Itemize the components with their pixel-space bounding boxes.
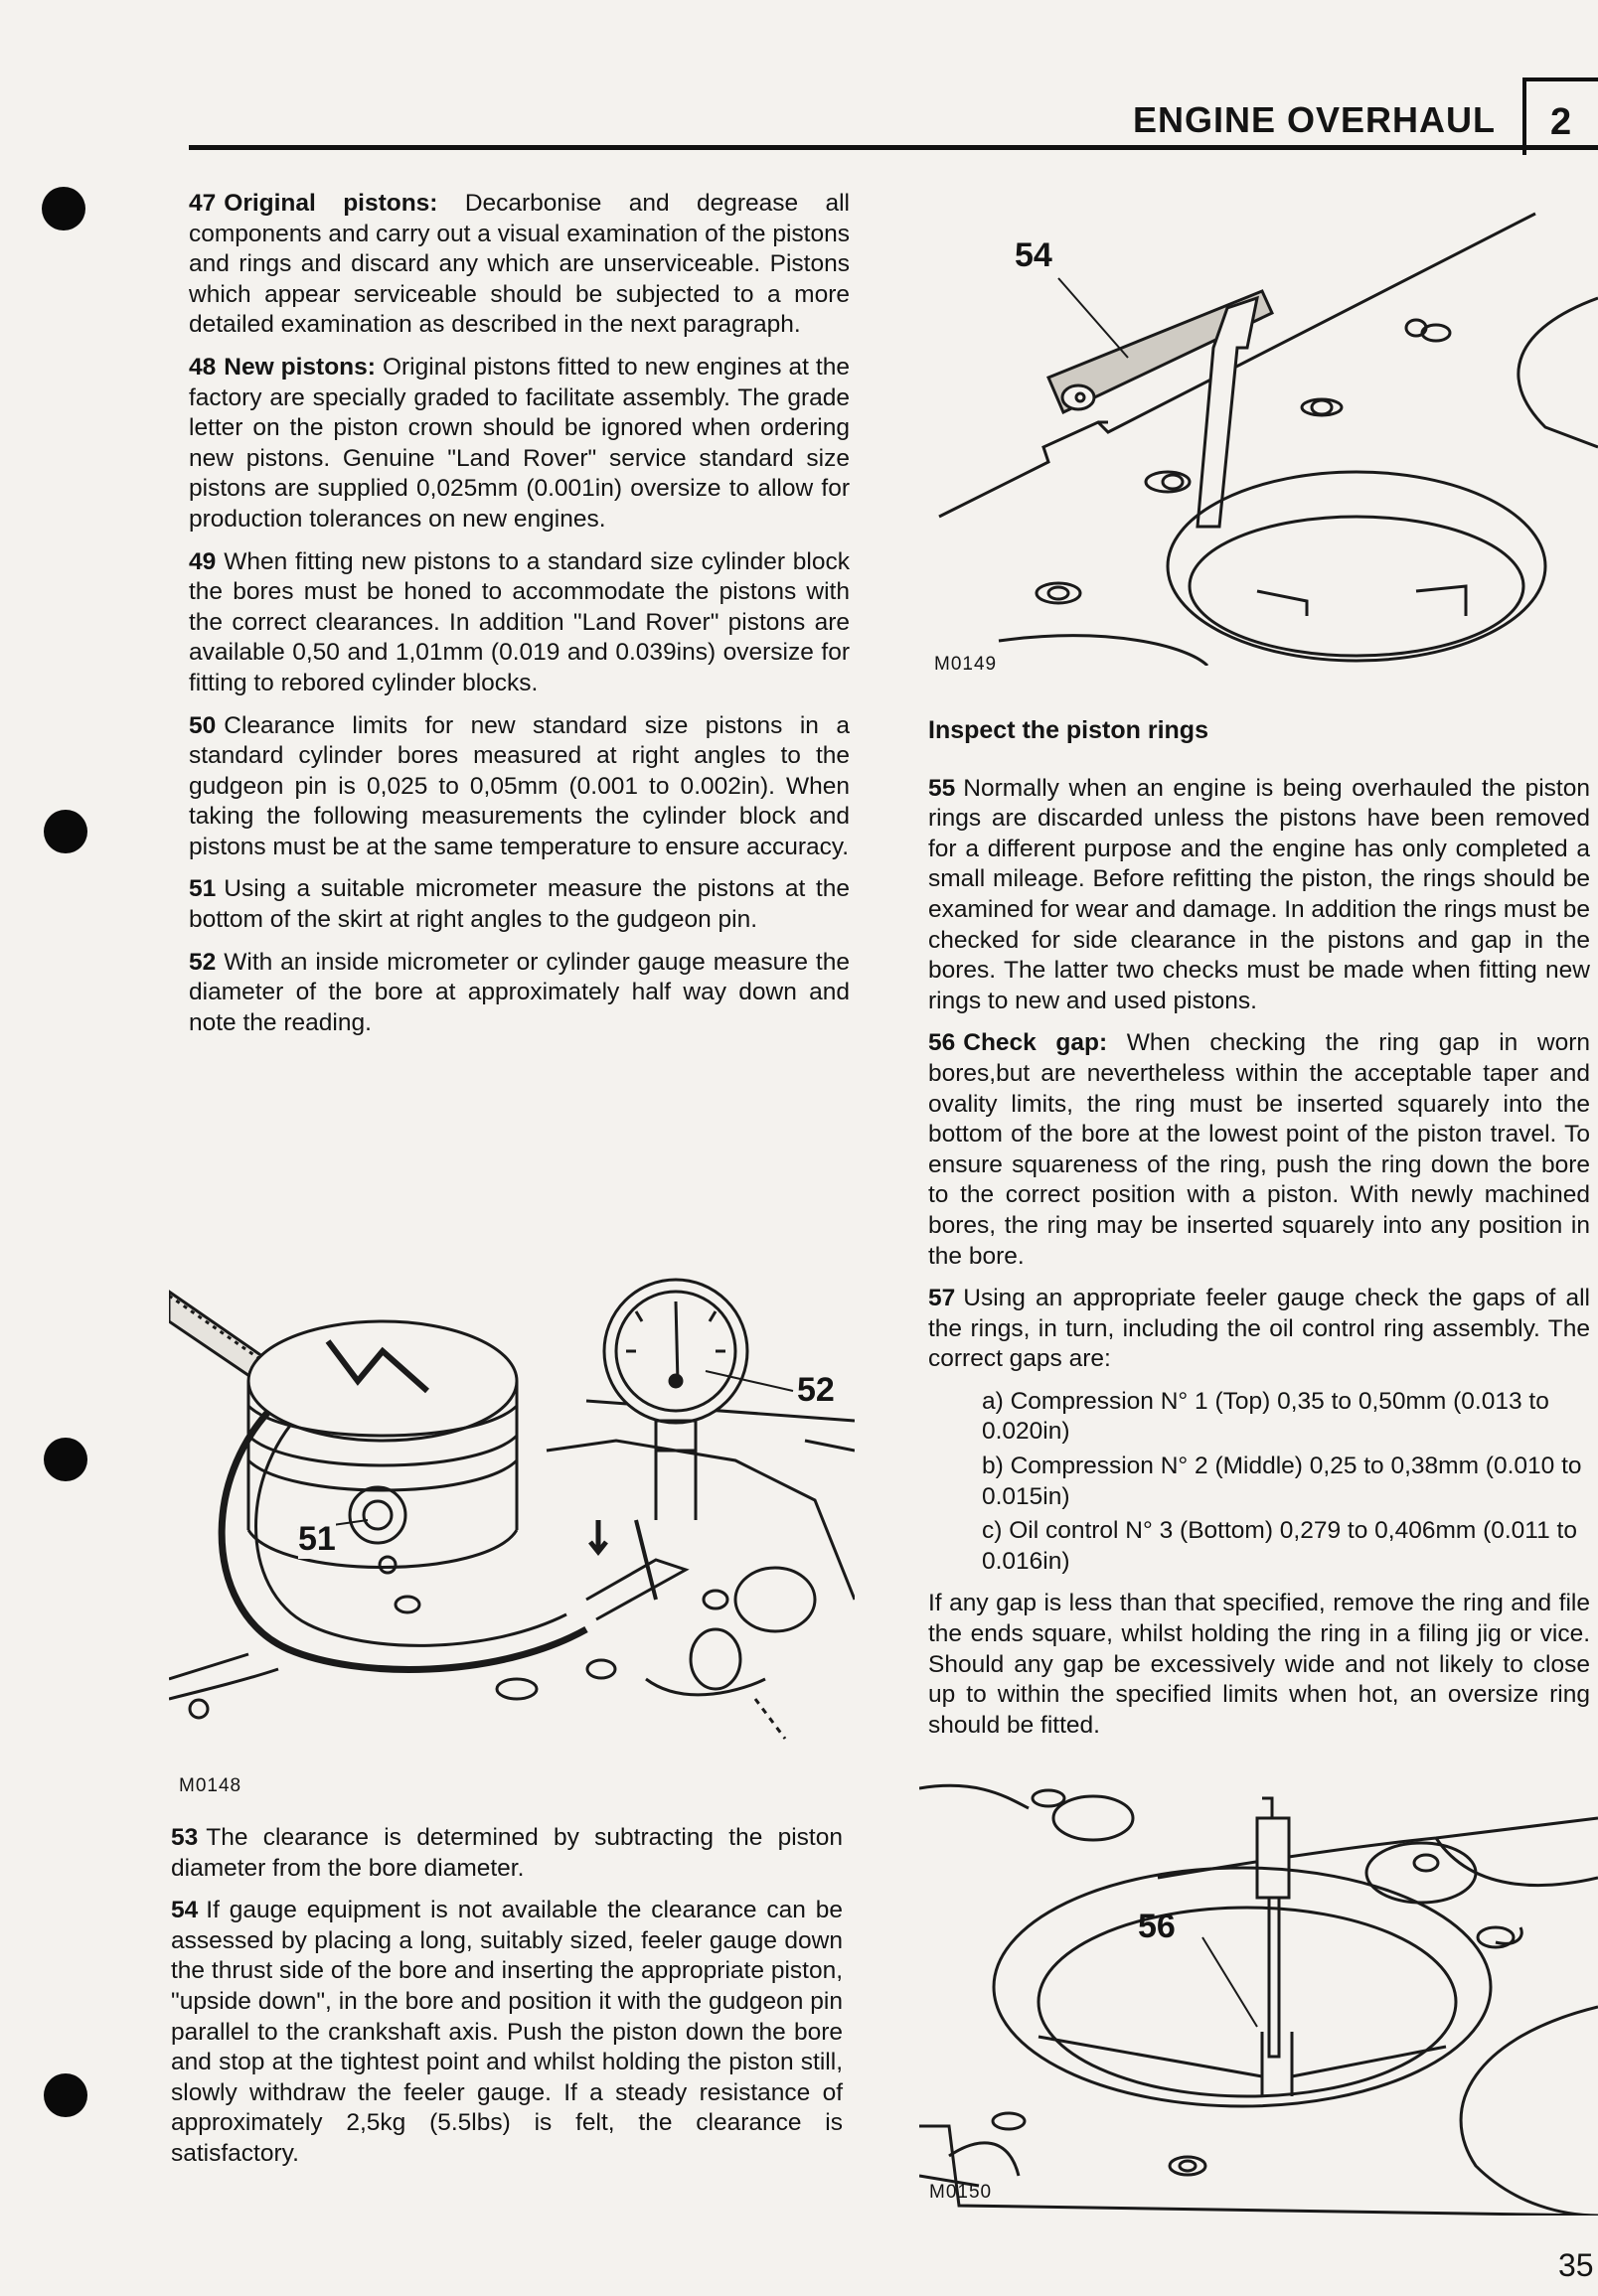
binding-hole [44,1438,87,1481]
figure-code-m0148: M0148 [179,1775,242,1796]
figure-code-m0150: M0150 [929,2182,993,2203]
paragraph-54: 54 If gauge equipment is not available the clearance can be assessed by placing a long, suitably sized, feeler gauge down the thrust side of the bore and inserting the appropriate piston, "upside down", in the bore and position it with the gudgeon pin parallel to the crankshaft axis. Push the piston down the bore and stop at the tightest point and whilst holding the piston still, slowly withdraw the feeler gauge. If a steady resistance of approximately 2,5kg (5.5lbs) is felt, the clearance is satisfactory. [171,1897,843,2167]
paragraph-48: 48 New pistons: Original pistons fitted to new engines at the factory are specially graded to facilitate assembly. The grade letter on the piston crown should be ignored when ordering new pistons. Genuine "Land Rover" service standard size pistons are supplied 0,025mm (0.001in) oversize to allow for production tolerances on new engines. [189,353,850,533]
callout-54: 54 [1015,236,1052,274]
section-heading: Inspect the piston rings [928,716,1208,744]
section-title: ENGINE OVERHAUL [1133,99,1497,140]
figure-m0150 [919,1778,1598,2216]
page-number: 35 [1558,2247,1594,2283]
left-column-bottom [171,1823,843,2182]
paragraph-49: 49 When fitting new pistons to a standard size cylinder block the bores must be honed to accommodate the pistons with the correct clearances. In addition "Land Rover" pistons are available 0,50 and 1,01mm (0.019 and 0.039ins) oversize for fitting to rebored cylinder blocks. [189,547,850,696]
binding-hole [44,810,87,853]
ring-gap-illustration [919,1778,1598,2216]
paragraph-52: 52 With an inside micrometer or cylinder gauge measure the diameter of the bore at approximately half way down and note the reading. [189,948,850,1036]
paragraph-50: 50 Clearance limits for new standard size pistons in a standard cylinder bores measured at right angles to the gudgeon pin is 0,025 to 0,05mm (0.001 to 0.002in). When taking the following measurements the cylinder block and pistons must be at the same temperature to ensure accuracy. [189,711,850,860]
ring-gap-item: b) Compression N° 2 (Middle) 0,25 to 0,38mm (0.010 to 0.015in) [982,1453,1582,1510]
binding-hole [44,2073,87,2117]
paragraph-47: 47 Original pistons: Decarbonise and degrease all components and carry out a visual examination of the pistons and rings and discard any which are unserviceable. Pistons which appear serviceable should be subjected to a more detailed examination as described in the next paragraph. [189,190,850,339]
callout-51: 51 [298,1520,336,1558]
left-column-top [189,189,850,1050]
chapter-number: 2 [1550,101,1572,143]
callout-56: 56 [1138,1908,1176,1945]
figure-code-m0149: M0149 [934,654,998,675]
paragraph-55: 55 Normally when an engine is being overhauled the piston rings are discarded unless the pistons have been removed for a different purpose and the engine has only completed a small mileage. Before refitting the piston, the rings should be examined for wear and damage. In addition the rings must be checked for side clearance in the pistons and gap in the bores. The latter two checks must be made when fitting new rings to new and used pistons. [928,774,1590,1014]
ring-gap-item: a) Compression N° 1 (Top) 0,35 to 0,50mm (0.013 to 0.020in) [982,1387,1549,1446]
callout-52: 52 [797,1371,835,1409]
paragraph-51: 51 Using a suitable micrometer measure the pistons at the bottom of the skirt at right angles to the gudgeon pin. [189,875,850,934]
piston-measurement-illustration [169,1272,855,1749]
figure-m0149 [929,199,1598,666]
header-rule [189,145,1598,150]
ring-gap-list [982,1387,1590,1578]
paragraph-56: 56 Check gap: When checking the ring gap in worn bores,but are nevertheless within the acceptable taper and ovality limits, the ring must be inserted squarely into the bottom of the bore at the lowest point of the piston travel. To ensure squareness of the ring, push the ring down the bore to the correct position with a piston. With newly machined bores, the ring may be inserted squarely into any position in the bore. [928,1029,1591,1270]
paragraph-closing: If any gap is less than that specified, remove the ring and file the ends square, whilst holding the ring in a filing jig or vice. Should any gap be excessively wide and not likely to close up to within the specified limits when hot, an oversize ring should be fitted. [928,1590,1590,1739]
right-column [928,715,1590,1753]
ring-gap-item: c) Oil control N° 3 (Bottom) 0,279 to 0,406mm (0.011 to 0.016in) [982,1517,1577,1575]
paragraph-53: 53 The clearance is determined by subtracting the piston diameter from the bore diameter. [171,1824,843,1882]
paragraph-57: 57 Using an appropriate feeler gauge check the gaps of all the rings, in turn, including the oil control ring assembly. The correct gaps are: [928,1285,1590,1373]
binding-hole [42,187,85,230]
figure-m0148 [169,1272,855,1749]
